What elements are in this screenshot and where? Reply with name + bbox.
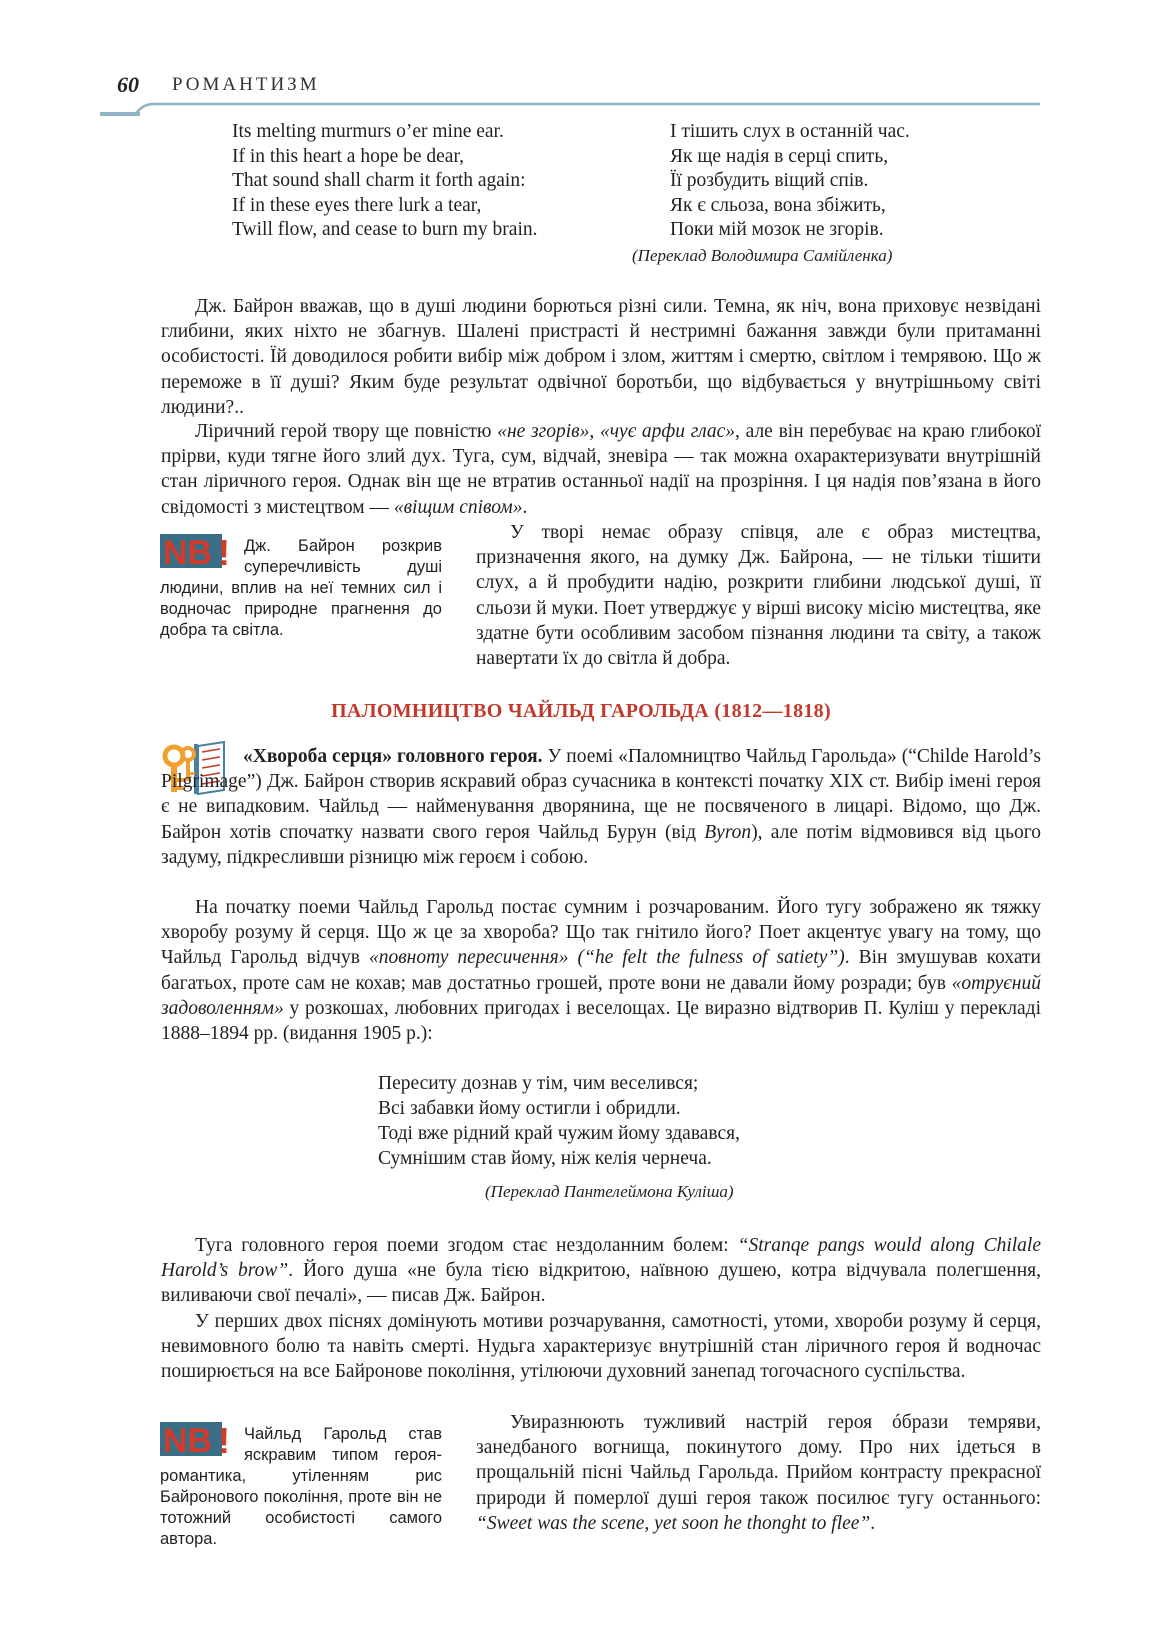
poem-line: Переситу дознав у тім, чим веселився; — [378, 1073, 699, 1094]
poem-line: Поки мій мозок не згорів. — [670, 219, 884, 240]
poem-line: If in this heart a hope be dear, — [232, 145, 465, 167]
nb-note — [160, 532, 442, 641]
paragraph: У творі немає образу співця, але є образ мистецтва, призначення якого, на думку Дж. Байрона, — не тільки тішити слух, а й пробудити надію, розкрити глибини людської душі, її сльози й муки. Поет утверджує у вірші високу місію мистецтва, яке здатне бути особливим засобом пізнання людини та світу, а також навертати їх до світла й добра. — [476, 522, 1041, 670]
poem-line: That sound shall charm it forth again: — [232, 170, 526, 191]
paragraph: Ліричний герой твору ще повністю «не згорів», «чує арфи глас», але він перебуває на краю глибокої прірви, куди тягне його злий дух. Туга, сум, відчай, зневіра — так можна охарактеризувати внутрішній стан ліричного героя. Однак він ще не втратив останньої надії на прозріння. І ця надія пов’язана в його свідомості з мистецтвом — «віщим співом». — [161, 421, 1041, 518]
section-title: РОМАНТИЗМ — [172, 74, 320, 95]
nb-logo-icon — [160, 532, 236, 570]
page-number: 60 — [117, 72, 139, 97]
poem-line: Сумнішим став йому, ніж келія чернеча. — [378, 1148, 712, 1169]
paragraph: На початку поеми Чайльд Гарольд постає сумним і розчарованим. Його тугу зображено як тяжку хворобу розуму й серця. Що ж це за хвороба? Що так гнітило його? Поет акцентує увагу на тому, що Чайльд Гарольд відчув «повноту пересичення» (“he felt the fulness of satiety”). Він змушував кохати багатьох, проте сам не кохав; мав достатньо грошей, проте вони не давали йому розради; був «отруєний задоволенням» у розкошах, любовних пригодах і веселощах. Це виразно відтворив П. Куліш у перекладі 1888–1894 рр. (видання 1905 р.): — [161, 897, 1041, 1045]
svg-text:NB: NB — [163, 1422, 213, 1458]
nb-logo-icon — [160, 1420, 236, 1458]
nb-note-body: NB ! Чайльд Гарольд став яскравим типом героя-романтика, утіленням рис Байронового покоління, проте він не тотожний особистості самого автора. — [160, 1420, 442, 1548]
paragraph: Туга головного героя поеми згодом стає нездоланним болем: “Stranqe pangs would along Chilale Harold’s brow”. Його душа «не була тією відкритою, наївною душею, котра відчувала полегшення, виливаючи свої печалі», — писав Дж. Байрон. — [161, 1235, 1041, 1307]
header-rule — [100, 102, 1040, 122]
poem-line: Як ще надія в серці спить, — [670, 145, 889, 167]
poem-line: If in these eyes there lurk a tear, — [232, 194, 482, 216]
poem-line: Всі забавки йому остигли і обридли. — [378, 1098, 681, 1119]
poem-line: Тоді вже рідний край чужим йому здавався, — [378, 1123, 741, 1144]
paragraph: «Хвороба серця» головного героя. У поемі «Паломництво Чайльд Гарольда» (“Childe Harold’s Pilgrimage”) Дж. Байрон створив яскравий образ сучасника в контексті початку XIX ст. Вибір імені героя є не випадковим. Чайльд — найменування дворянина, ще не посвяченого в лицарі. Відомо, що Дж. Байрон хотів спочатку назвати свого героя Чайльд Бурун (від Byron), але потім відмовився від цього задуму, підкресливши різницю між героєм і собою. — [161, 746, 1041, 868]
poem-kulish — [378, 1071, 740, 1171]
poem-line: І тішить слух в останній час. — [670, 121, 910, 142]
paragraph: Дж. Байрон вважав, що в душі людини борються різні сили. Темна, як ніч, вона приховує незвідані глибини, яких ніхто не збагнув. Шалені пристрасті й нестримні бажання завжди були притаманні особистості. Їй доводилося робити вибір між добром і злом, життям і смертю, світлом і темрявою. Що ж переможе в її душі? Яким буде результат одвічної боротьби, що відбувається у внутрішньому світі людини?.. — [161, 296, 1041, 418]
paragraph: Увиразнюють тужливий настрій героя óбрази темряви, занедбаного вогнища, покинутого дому. Про них ідеться в прощальній пісні Чайльд Гарольда. Прийом контрасту прекрасної природи й померлої душі героя також посилює тугу останнього: “Sweet was the scene, yet soon he thonght to flee”. — [476, 1412, 1041, 1534]
poem-ukrainian — [670, 120, 910, 243]
translator-credit: (Переклад Пантелеймона Куліша) — [485, 1182, 734, 1201]
poem-line: Twill flow, and cease to burn my brain. — [232, 219, 538, 240]
poem-english — [232, 120, 538, 243]
poem-line: Its melting murmurs o’er mine ear. — [232, 121, 504, 142]
poem-line: Як є сльоза, вона збіжить, — [670, 194, 886, 216]
svg-text:NB: NB — [163, 534, 213, 570]
svg-text:!: ! — [218, 532, 230, 570]
poem-line: Її розбудить віщий спів. — [670, 170, 869, 191]
nb-note — [160, 1420, 442, 1550]
chapter-heading: ПАЛОМНИЦТВО ЧАЙЛЬД ГАРОЛЬДА (1812—1818) — [331, 700, 831, 722]
paragraph: У перших двох піснях домінують мотиви розчарування, самотності, утоми, хвороби розуму й серця, невимовного болю та навіть смерті. Нудьга характеризує внутрішній стан ліричного героя й водночас поширюється на все Байронове покоління, утілюючи духовний занепад тогочасного суспільства. — [161, 1311, 1041, 1383]
svg-text:!: ! — [218, 1420, 230, 1458]
translator-credit: (Переклад Володимира Самійленка) — [632, 246, 893, 265]
nb-note-body: NB ! Дж. Байрон розкрив суперечливість душі людини, вплив на неї темних сил і водночас природне прагнення до добра та світла. — [160, 532, 442, 639]
